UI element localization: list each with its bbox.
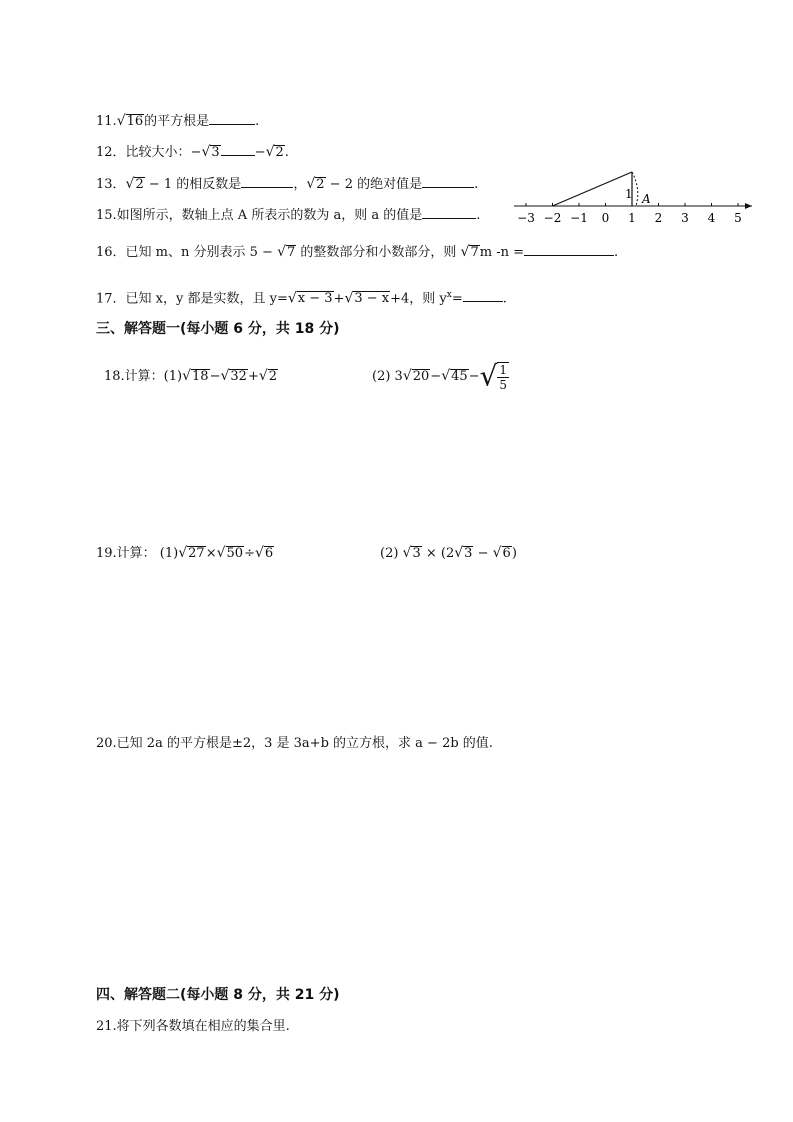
question-19-part-2: (2) √3 × (2√3 − √6) — [380, 545, 517, 561]
answer-blank[interactable] — [463, 289, 503, 302]
answer-blank[interactable] — [221, 143, 255, 156]
answer-blank[interactable] — [241, 175, 293, 188]
axis-tick-label: −1 — [570, 211, 588, 225]
triangle-side-label: 1 — [625, 187, 633, 201]
question-20: 20.已知 2a 的平方根是±2，3 是 3a+b 的立方根，求 a − 2b 的值. — [96, 736, 493, 751]
fraction: $\frac{1}{5}$ — [499, 362, 508, 392]
axis-tick-label: 0 — [601, 211, 610, 225]
triangle-hypotenuse — [553, 172, 633, 206]
axis-tick-label: 1 — [628, 211, 636, 225]
number-line-axis — [514, 203, 752, 209]
number-line-figure — [508, 164, 758, 228]
question-18-part-1: 18.计算：(1)√18−√32+√2 — [104, 368, 278, 384]
point-a-label: A — [642, 192, 651, 206]
question-15: 15.如图所示，数轴上点 A 所表示的数为 a，则 a 的值是 . — [96, 208, 481, 223]
question-12: 12．比较大小：−√3 −√2. — [96, 144, 289, 160]
axis-tick-label: 2 — [654, 211, 663, 225]
axis-tick-label: −2 — [543, 211, 562, 225]
question-18-part-2: (2) 3√20−√45−√ $\frac{1}{5}$ — [372, 359, 508, 393]
axis-tick-label: 5 — [734, 211, 742, 225]
answer-blank[interactable] — [422, 175, 474, 188]
axis-tick-label: −3 — [517, 211, 535, 225]
question-13: 13．√2 − 1 的相反数是 ，√2 − 2 的绝对值是 . — [96, 176, 479, 192]
question-17: 17．已知 x，y 都是实数，且 y=√x − 3+√3 − x+4，则 $y^x=$ . — [96, 290, 507, 307]
axis-tick-label: 4 — [707, 211, 716, 225]
answer-blank[interactable] — [524, 243, 614, 256]
question-16: 16．已知 m、n 分别表示 5 − √7 的整数部分和小数部分，则 √7m -n = . — [96, 244, 619, 260]
question-19-part-1: 19.计算： (1)√27×√50÷√6 — [96, 545, 274, 561]
axis-tick-label: 3 — [681, 211, 689, 225]
question-11: 11.√16的平方根是 . — [96, 113, 260, 129]
compass-arc — [632, 172, 638, 206]
answer-blank[interactable] — [422, 206, 476, 219]
section-4-heading: 四、解答题二(每小题 8 分，共 21 分) — [96, 987, 340, 1003]
answer-blank[interactable] — [209, 112, 255, 125]
section-3-heading: 三、解答题一(每小题 6 分，共 18 分) — [96, 321, 340, 337]
question-21: 21.将下列各数填在相应的集合里. — [96, 1019, 290, 1034]
